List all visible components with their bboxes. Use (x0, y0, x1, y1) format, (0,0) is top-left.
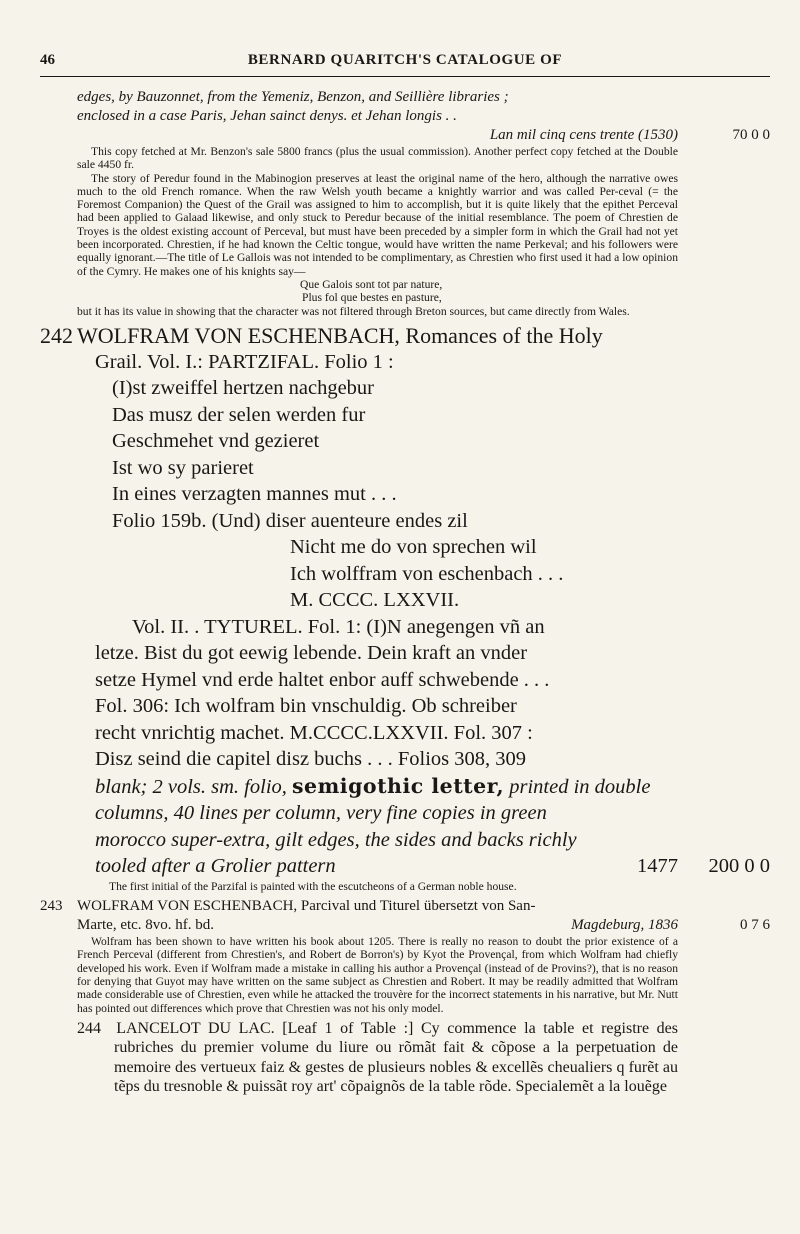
entry-243-heading: WOLFRAM VON ESCHENBACH, Parcival und Titurel übersetzt von San- (77, 898, 536, 915)
entry-241-note-1: This copy fetched at Mr. Benzon's sale 5800 francs (plus the usual commission). Another perfect copy fetched at the Double sale 4450 fr. (77, 145, 678, 172)
entry-242-para-10 (40, 853, 770, 880)
entry-242-para-2: letze. Bist du got eewig lebende. Dein kraft an vnder (95, 642, 528, 665)
entry-242-para-1: Vol. II. . TYTUREL. Fol. 1: (I)N anegengen vñ an (132, 615, 545, 638)
running-title: BERNARD QUARITCH'S CATALOGUE OF (247, 52, 563, 68)
entry-242-line-2: Grail. Vol. I.: PARTZIFAL. Folio 1 : (95, 350, 394, 373)
entry-242-heading: WOLFRAM VON ESCHENBACH, Romances of the Holy (77, 322, 603, 348)
entry-242-para-7c: printed in double (504, 775, 651, 798)
entry-243-line-2 (40, 916, 770, 935)
entry-242-type-description: semigothic letter, (292, 773, 505, 798)
entry-244-text: LANCELOT DU LAC. [Leaf 1 of Table :] Cy commence la table et registre des rubriches du premier volume du liure ou rõmãt fait & cõpose a la perpetuation de memoire des vertueux faiz & gestes de plusieurs nobles & excellẽs cheualiers q furẽt au tẽps du tresnoble & puissãt roy art' cõpaignõs de la table rõde. Specialemẽt a la louẽge (114, 1019, 679, 1096)
entry-242-para-3: setze Hymel vnd erde haltet enbor auff schwebende . . . (95, 668, 550, 691)
entry-242-note: The first initial of the Parzifal is painted with the escutcheons of a German noble house. (109, 879, 517, 893)
entry-241-imprint: Lan mil cinq cens trente (1530) (489, 127, 678, 143)
entry-241-line-1: edges, by Bauzonnet, from the Yemeniz, Benzon, and Seillière libraries ; (77, 89, 509, 105)
entry-244-number: 244 (77, 1019, 101, 1037)
entry-242-para-6: Disz seind die capitel disz buchs . . . Folios 308, 309 (95, 748, 527, 771)
entry-242-price: 200 0 0 (708, 855, 770, 878)
entry-243-note: Wolfram has been shown to have written his book about 1205. There is really no reason to doubt the prior existence of a French Perceval (different from Chrestien's, and Robert de Borron's) by Kyot the Provençal, from which Wolfram had chiefly developed his work. Even if Wolfram made a mistake in calling his author a Provençal (instead of de Provins?), that is no reason for denying that Guyot may have written on the same subject as Chrestien and Robert. It may be readily admitted that Wolfram made considerable use of Chrestien, even while he attacked the trouvère for the incorrect statements in his narrative, but Mr. Nutt has pointed out differences which prove that Chrestien was not his only model. (77, 935, 678, 1015)
entry-243-number: 243 (40, 898, 63, 915)
entry-242-verse-1: (I)st zweiffel hertzen nachgebur (112, 377, 374, 400)
entry-241-price: 70 0 0 (732, 127, 770, 143)
entry-242-para-9: morocco super-extra, gilt edges, the sides and backs richly (95, 828, 577, 851)
entry-244 (40, 1019, 770, 1097)
entry-242-para-7 (40, 773, 770, 801)
entry-242-verse-4: Ist wo sy parieret (112, 456, 254, 479)
entry-242-verse-2: Das musz der selen werden fur (112, 403, 366, 426)
entry-242-number: 242 (40, 322, 73, 348)
entry-242-verse-3: Geschmehet vnd gezieret (112, 430, 320, 453)
entry-241-note-3: but it has its value in showing that the character was not filtered through Breton sources, but came directly from Wales. (77, 304, 630, 318)
entry-242-verse-9: M. CCCC. LXXVII. (290, 589, 460, 612)
entry-242-verse-7: Nicht me do von sprechen wil (290, 536, 537, 559)
entry-242-verse-8: Ich wolffram von eschenbach . . . (290, 562, 564, 585)
entry-242-para-8: columns, 40 lines per column, very fine copies in green (95, 802, 547, 825)
entry-241-verse-2: Plus fol que bestes en pasture, (302, 291, 442, 305)
entry-241-verse-1: Que Galois sont tot par nature, (300, 277, 443, 291)
page-body (40, 88, 770, 1097)
entry-242-verse-6: Folio 159b. (Und) diser auenteure endes zil (112, 509, 468, 532)
entry-243-imprint: Magdeburg, 1836 (571, 917, 678, 934)
entry-241-line-3 (40, 126, 770, 145)
entry-243-format: Marte, etc. 8vo. hf. bd. (77, 917, 215, 934)
entry-242-line-1 (40, 322, 770, 349)
entry-242-verse-5: In eines verzagten mannes mut . . . (112, 483, 397, 506)
entry-243-price: 0 7 6 (740, 917, 770, 934)
entry-243-line-1 (40, 897, 770, 916)
entry-242-binding-end: tooled after a Grolier pattern (95, 855, 336, 878)
page-number: 46 (40, 52, 55, 68)
header-rule (40, 76, 770, 77)
entry-242-para-5: recht vnrichtig machet. M.CCCC.LXXVII. Fol. 307 : (95, 721, 533, 744)
entry-242-year: 1477 (637, 855, 678, 878)
entry-242-para-4: Fol. 306: Ich wolfram bin vnschuldig. Ob schreiber (95, 695, 517, 718)
entry-241-note-2: The story of Peredur found in the Mabinogion preserves at least the original name of the hero, although the narrative owes much to the old French romance. When the raw Welsh youth became a knightly warrior and was called Per-ceval (= the Foremost Companion) the Quest of the Grail was assigned to him to accomplish, but it is quite likely that the epithet Perceval had been applied to Galaad likewise, and only stuck to Peredur because of the initial resemblance. The poem of Chrestien de Troyes is the oldest existing account of Perceval, but must have been preceded by a simpler form in which the Grail had not yet been incorporated. Chrestien, if he had known the Celtic tongue, would have written the name Perkeval; and his followers were equally ignorant.—The title of Le Gallois was not intended to be complimentary, as Chrestien who first used it had a low opinion of the Cymry. He makes one of his knights say— (77, 171, 678, 278)
entry-242-para-7a: blank; 2 vols. sm. folio, (95, 775, 293, 798)
entry-241-line-2: enclosed in a case Paris, Jehan sainct denys. et Jehan longis . . (77, 108, 457, 124)
